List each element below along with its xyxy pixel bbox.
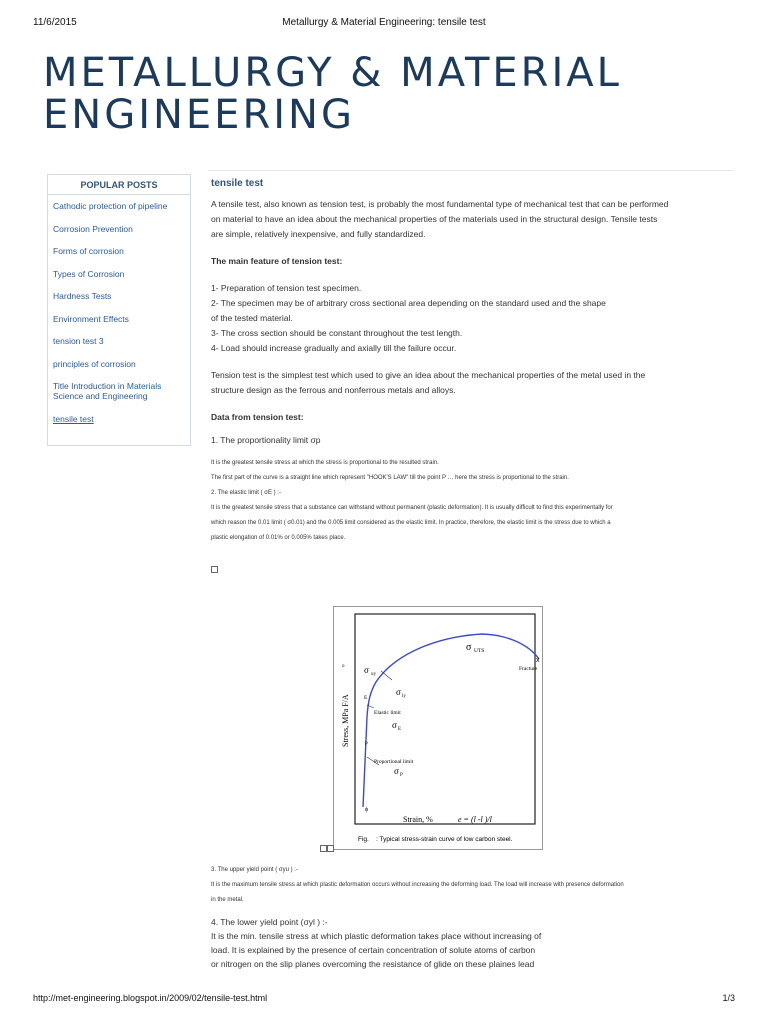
stress-strain-curve <box>363 634 539 807</box>
popular-posts-list <box>48 195 190 424</box>
blog-title[interactable] <box>43 52 733 136</box>
proportional-sigma-label: σ <box>394 766 399 776</box>
upper-yield-label-sub: uy <box>371 672 376 677</box>
x-axis-label: Strain, % <box>403 815 433 824</box>
definition-line: The first part of the curve is a straight line which represent "HOOK'S LAW" till the point P … here the stress is proportional to the strain. <box>211 475 569 481</box>
lower-yield-heading: 4. The lower yield point (σyl ) :- <box>211 917 328 927</box>
post-title[interactable]: tensile test <box>211 178 264 189</box>
broken-image-icon <box>320 845 327 852</box>
elastic-limit-heading: 2. The elastic limit ( σE ) :- <box>211 490 281 496</box>
figure-caption-label: Fig. <box>358 836 369 843</box>
popular-post-link-current[interactable]: tensile test <box>53 413 94 424</box>
definition-line: It is the greatest tensile stress at which the stress is proportional to the resulted strain. <box>211 460 439 466</box>
definition-line: It is the min. tensile stress at which plastic deformation takes place without increasing of <box>211 931 542 941</box>
popular-post-link[interactable]: Types of Corrosion <box>53 268 125 279</box>
broken-image-icons <box>320 839 334 857</box>
feature-item: of the tested material. <box>211 313 293 323</box>
lower-yield-label: σ <box>396 687 401 697</box>
stress-strain-figure <box>333 606 543 850</box>
pointer-line <box>381 671 392 680</box>
definition-line: which reason the 0.01 limit ( σ0.01) and the 0.005 limit considered as the elastic limit. In practice, therefore, the elastic limit is the stress due to which a <box>211 520 611 526</box>
popular-post-link[interactable]: Hardness Tests <box>53 291 112 301</box>
post-body-continued <box>211 863 691 971</box>
strain-formula: e = (l -l )/l <box>458 815 492 824</box>
blog-title-line2: ENGINEERING <box>43 92 355 138</box>
elastic-point-mark: E <box>364 695 368 701</box>
elastic-limit-label: Elastic limit <box>374 710 401 716</box>
popular-posts-heading: POPULAR POSTS <box>48 175 190 195</box>
plot-frame <box>355 614 535 824</box>
blog-title-line1: METALLURGY & MATERIAL <box>43 50 622 96</box>
elastic-sigma-label-sub: E <box>398 727 402 732</box>
data-heading: Data from tension test: <box>211 412 304 422</box>
origin-mark: ϕ <box>365 807 369 813</box>
popular-post-link[interactable]: Environment Effects <box>53 313 129 324</box>
upper-yield-heading: 3. The upper yield point ( σyu ) :- <box>211 867 298 873</box>
uts-label-sub: UTS <box>474 648 485 654</box>
stress-strain-diagram <box>334 607 542 849</box>
proportional-sigma-label-sub: P <box>400 773 403 778</box>
y-axis-label-sub: o <box>342 664 345 669</box>
popular-post-link[interactable]: tension test 3 <box>53 336 104 346</box>
intro-line: on material to have an idea about the mechanical properties of the materials used in the structural design. Tensile tests <box>211 214 658 224</box>
page-number: 1/3 <box>722 993 735 1003</box>
proportionality-limit-heading: 1. The proportionality limit σp <box>211 435 321 445</box>
broken-image-icon <box>327 845 334 852</box>
page-url: http://met-engineering.blogspot.in/2009/02/tensile-test.html <box>33 993 268 1003</box>
popular-post-link[interactable]: Title Introduction in Materials Science and Engineering <box>53 381 162 401</box>
elastic-sigma-label: σ <box>392 720 397 730</box>
definition-line: It is the maximum tensile stress at which plastic deformation occurs without increasing the deforming load. The load will increase with presence deformation <box>211 882 624 888</box>
upper-yield-label: σ <box>364 665 369 675</box>
intro-line: are simple, relatively inexpensive, and fully standardized. <box>211 229 426 239</box>
y-axis-label: Stress, MPa F/A <box>341 694 350 747</box>
features-heading: The main feature of tension test: <box>211 256 343 266</box>
feature-item: 1- Preparation of tension test specimen. <box>211 283 362 293</box>
fracture-mark: x <box>536 657 540 664</box>
figure-caption: : Typical stress-strain curve of low carbon steel. <box>376 836 513 843</box>
broken-image-icon <box>211 566 218 573</box>
uts-label: σ <box>466 642 472 653</box>
post-body <box>211 178 681 578</box>
definition-line: in the metal. <box>211 897 244 903</box>
feature-item: 3- The cross section should be constant throughout the test length. <box>211 328 463 338</box>
print-title: Metallurgy & Material Engineering: tensile test <box>282 17 486 28</box>
definition-line: plastic elongation of 0.01% or 0.005% takes place. <box>211 535 346 541</box>
proportional-limit-label: Proportional limit <box>374 759 414 765</box>
content-divider <box>208 170 733 171</box>
popular-post-link[interactable]: Forms of corrosion <box>53 246 124 256</box>
summary-line: structure design as the ferrous and nonferrous metals and alloys. <box>211 385 456 395</box>
summary-line: Tension test is the simplest test which used to give an idea about the mechanical properties of the metal used in the <box>211 370 646 380</box>
fracture-label: Fracture <box>519 666 538 672</box>
feature-item: 4- Load should increase gradually and axially till the failure occur. <box>211 343 457 353</box>
popular-post-link[interactable]: Cathodic protection of pipeline <box>53 201 168 211</box>
popular-post-link[interactable]: Corrosion Prevention <box>53 223 133 234</box>
intro-line: A tensile test, also known as tension test, is probably the most fundamental type of mechanical test that can be performed <box>211 199 669 209</box>
definition-line: It is the greatest tensile stress that a substance can withstand without permanent (plastic deformation). It is usually difficult to find this experimentally for <box>211 505 613 511</box>
definition-line: load. It is explained by the presence of certain concentration of solute atoms of carbon <box>211 945 536 955</box>
proportional-point-mark: P <box>365 742 368 747</box>
lower-yield-label-sub: ly <box>402 694 406 699</box>
feature-item: 2- The specimen may be of arbitrary cross sectional area depending on the standard used and the shape <box>211 298 606 308</box>
popular-posts-widget <box>47 174 191 446</box>
popular-post-link[interactable]: principles of corrosion <box>53 358 136 369</box>
print-date: 11/6/2015 <box>33 17 77 28</box>
definition-line: or nitrogen on the slip planes overcoming the resistance of glide on these plaines lead <box>211 959 535 969</box>
